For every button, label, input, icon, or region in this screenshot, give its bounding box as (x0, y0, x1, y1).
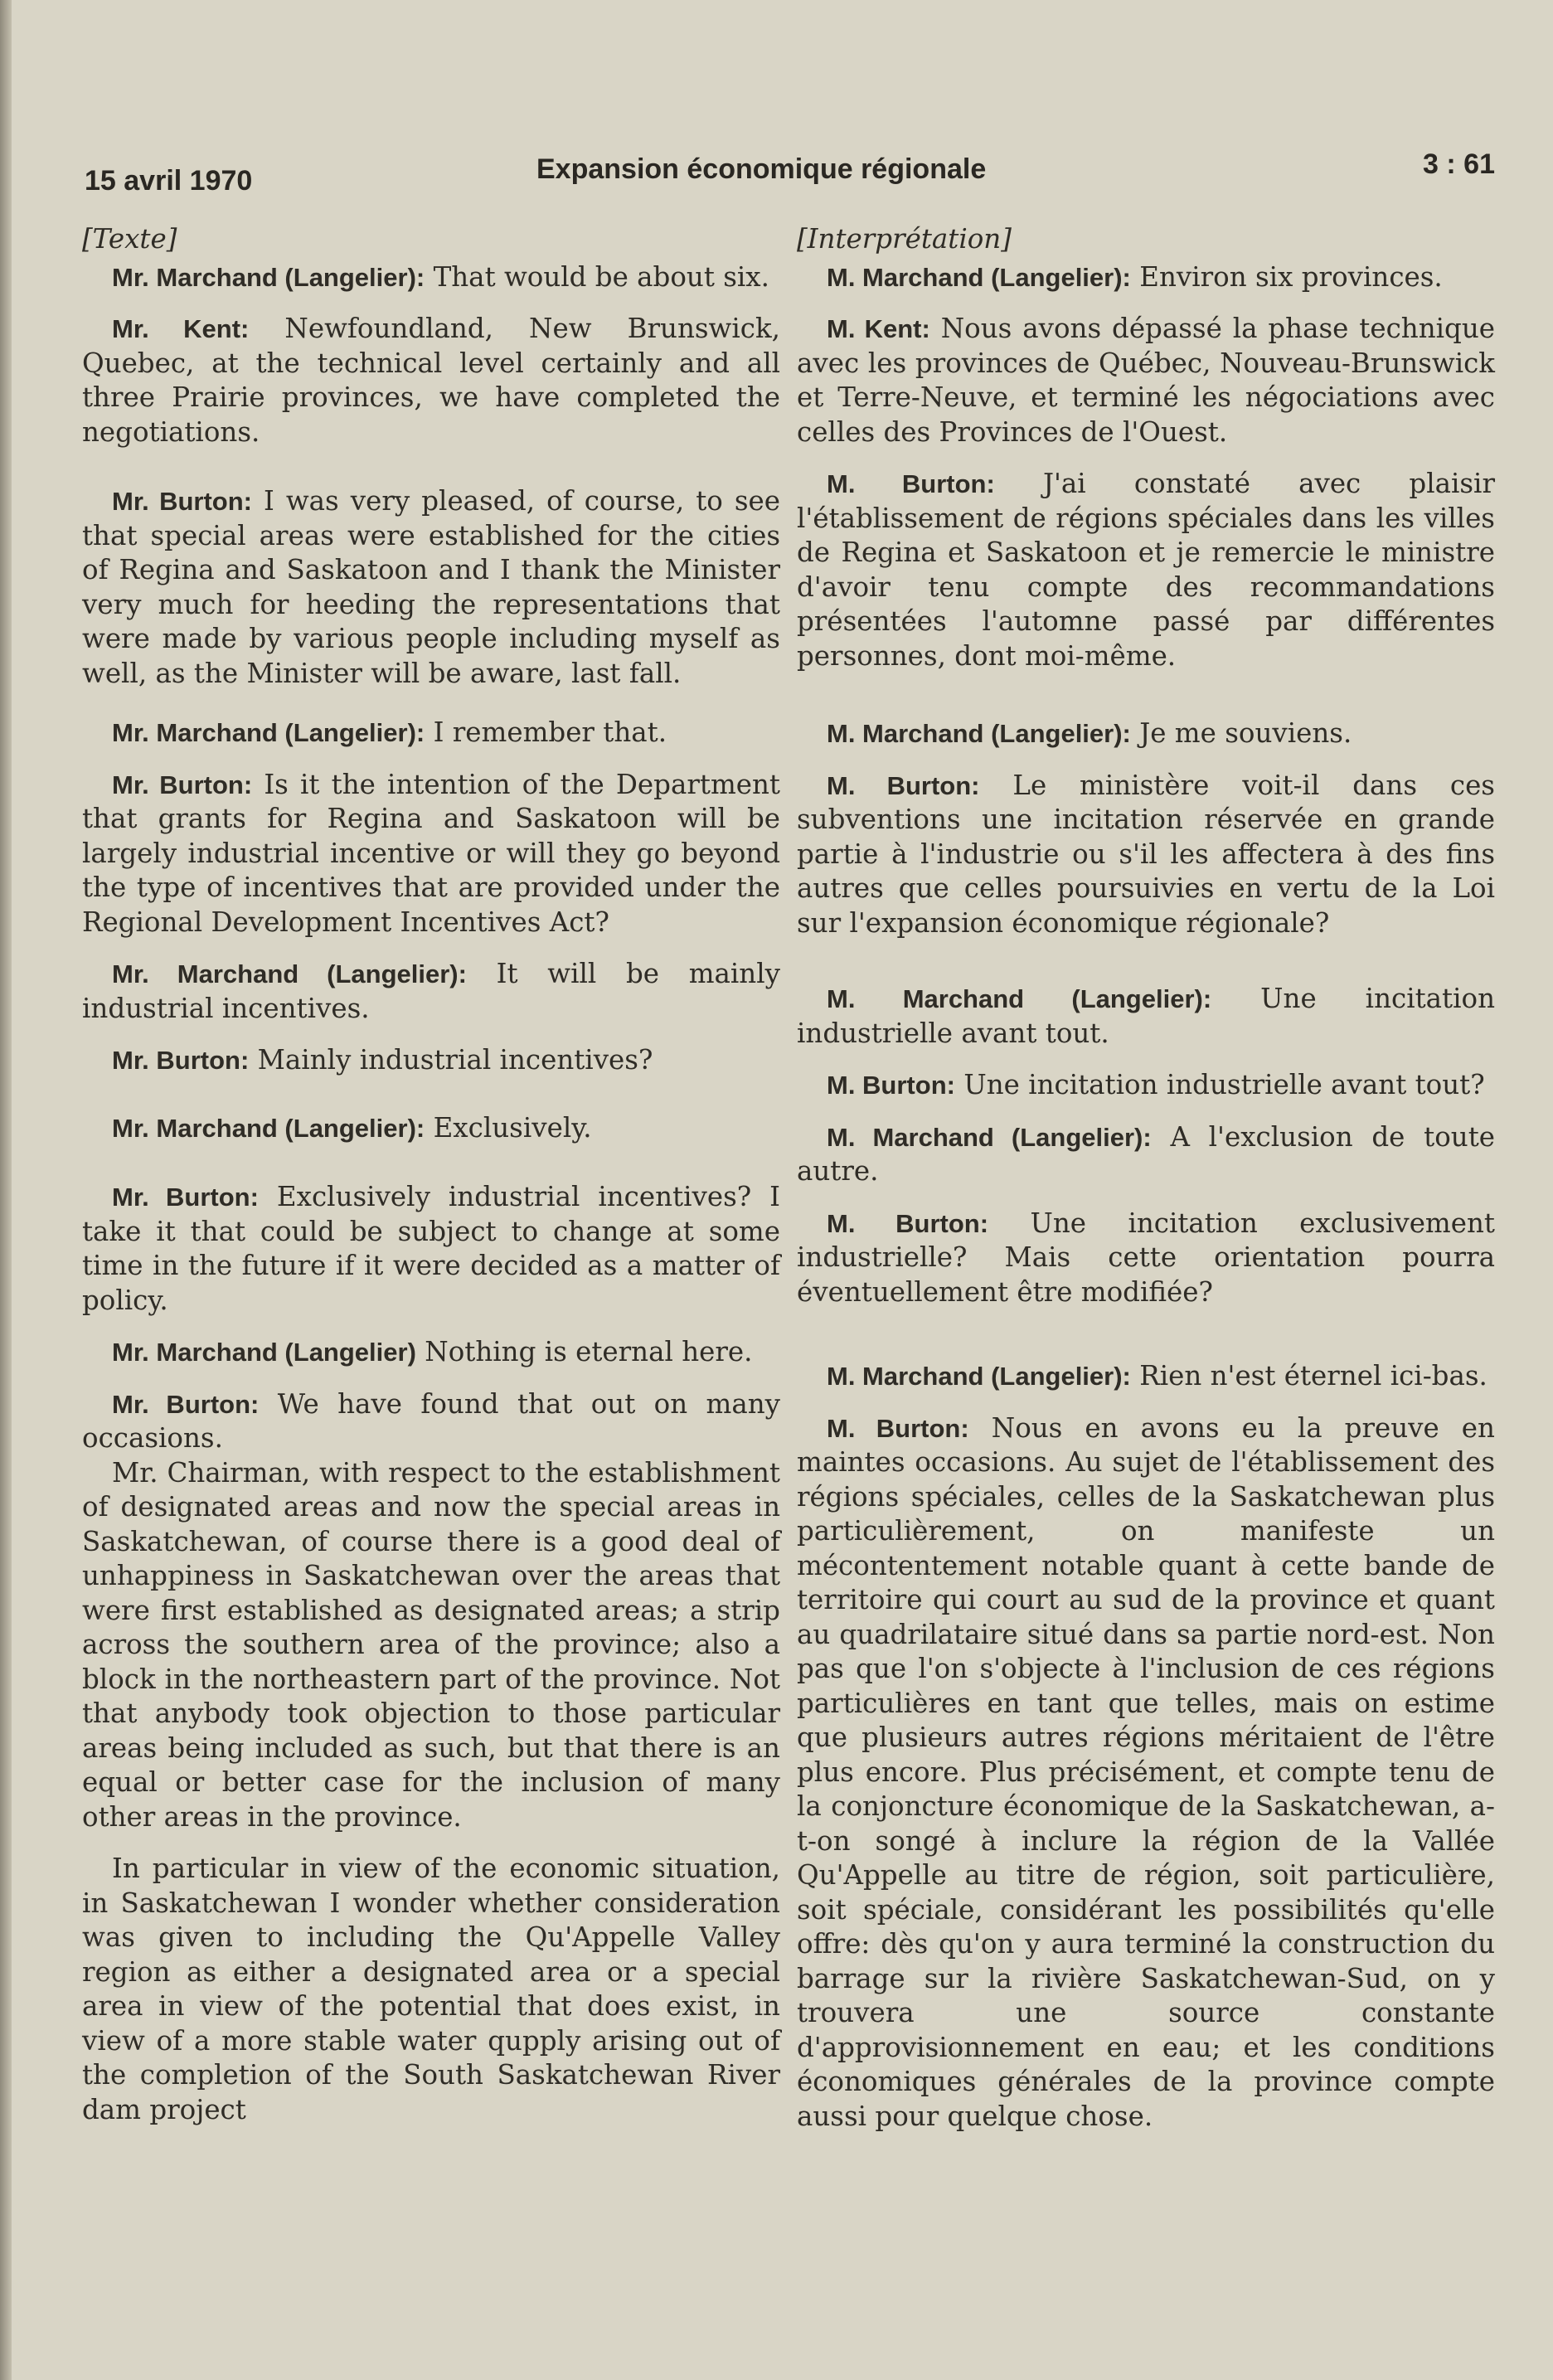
speech-text: Environ six provinces. (1139, 260, 1443, 293)
paragraph (82, 1043, 780, 1078)
speaker-name: Mr. Burton: (112, 1183, 259, 1212)
speaker-name: Mr. Marchand (Langelier): (112, 718, 425, 747)
speech-text: Is it the intention of the Department that grants for Regina and Saskatoon will be largely industrial incentive or will they go beyond the type of incentives that are provided under the Regional Development Incentives Act? (82, 768, 780, 938)
speaker-name: M. Burton: (827, 1413, 969, 1443)
speech-text: Une incitation industrielle avant tout. (797, 983, 1495, 1049)
header-date: 15 avril 1970 (85, 165, 253, 197)
french-column (797, 222, 1495, 2151)
speech-text: Nous en avons eu la preuve en maintes occasions. Au sujet de l'établissement des régions spéciales, celles de la Saskatchewan plus particulièrement, on manifeste un mécontentement notable quant à cette bande de territoire qui court au sud de la province et quant au quadrilataire situé dans sa partie nord-est. Non pas que l'on s'objecte à l'inclusion de ces régions particulières en tant que telles, mais on estime que plusieurs autres régions méritaient de l'être plus encore. Plus précisément, et compte tenu de la conjoncture économique de la Saskatchewan, a-t-on songé à inclure la région de la Vallée Qu'Appelle au titre de région, soit particulière, soit spéciale, considérant les possibilités qu'elle offre: dès qu'on y aura terminé la construction du barrage sur la rivière Saskatchewan-Sud, on y trouvera une source constante d'approvisionnement en eau; et les conditions économiques générales de la province compte aussi pour quelque chose. (797, 1411, 1495, 2132)
paragraph (82, 1180, 780, 1318)
paragraph (797, 1120, 1495, 1189)
paragraph (797, 716, 1495, 751)
paragraph (82, 957, 780, 1026)
paragraph (82, 1335, 780, 1370)
speech-text: It will be mainly industrial incentives. (82, 958, 780, 1024)
speaker-name: Mr. Burton: (112, 770, 253, 799)
paragraph (82, 1111, 780, 1146)
speech-text: Nothing is eternal here. (425, 1336, 753, 1367)
speaker-name: Mr. Marchand (Langelier): (112, 262, 425, 292)
speech-text: Exclusively industrial incentives? I take it that could be subject to change at some time in the future if it were decided as a matter of policy. (82, 1181, 780, 1316)
paragraph (797, 982, 1495, 1051)
speaker-name: Mr. Burton: (112, 1046, 250, 1075)
speaker-name: Mr. Marchand (Langelier): (112, 959, 467, 988)
speaker-name: M. Marchand (Langelier): (827, 719, 1131, 748)
paragraph (797, 1207, 1495, 1310)
speech-text: Je me souviens. (1139, 717, 1352, 749)
speaker-name: M. Kent: (827, 314, 930, 343)
speech-text: J'ai constaté avec plaisir l'établissement de régions spéciales dans les villes de Regina et Saskatoon et je remercie le ministre d'avoir tenu compte des recommandations présentées l'automne passé par différentes personnes, dont moi-même. (797, 468, 1495, 672)
speaker-name: Mr. Marchand (Langelier): (112, 1113, 425, 1143)
speaker-name: M. Marchand (Langelier): (827, 1362, 1131, 1391)
speaker-name: M. Burton: (827, 770, 980, 800)
speech-text: Nous avons dépassé la phase technique avec les provinces de Québec, Nouveau-Brunswick et Terre-Neuve, et terminé les négociations avec celles des Provinces de l'Ouest. (797, 313, 1495, 448)
speaker-name: M. Marchand (Langelier): (827, 1122, 1152, 1152)
speech-text: Le ministère voit-il dans ces subventions une incitation réservée en grande partie à l'industrie ou s'il les affectera à des fins autres que celles poursuivies en vertu de la Loi sur l'expansion économique régionale? (797, 769, 1495, 939)
english-column (82, 222, 780, 2127)
page-edge-shadow (0, 0, 12, 2380)
paragraph (797, 1068, 1495, 1103)
paragraph (82, 768, 780, 940)
paragraph (82, 260, 780, 295)
speech-text: Mainly industrial incentives? (257, 1044, 653, 1076)
speech-text: Newfoundland, New Brunswick, Quebec, at the technical level certainly and all three Prairie provinces, we have completed the negotiations. (82, 313, 780, 448)
speech-text: Une incitation industrielle avant tout? (963, 1069, 1485, 1100)
column-label: [Texte] (82, 223, 177, 255)
paragraph (797, 769, 1495, 941)
paragraph (797, 260, 1495, 295)
speech-text: Rien n'est éternel ici-bas. (1139, 1360, 1487, 1392)
paragraph (797, 312, 1495, 449)
speech-text: Une incitation exclusivement industrielle? Mais cette orientation pourra éventuellement être modifiée? (797, 1207, 1495, 1308)
document-page (12, 0, 1553, 2380)
speaker-name: Mr. Burton: (112, 487, 252, 516)
speech-text: A l'exclusion de toute autre. (797, 1120, 1495, 1187)
speech-text: We have found that out on many occasions. (82, 1387, 781, 1454)
speaker-name: M. Marchand (Langelier): (827, 984, 1212, 1013)
speaker-name: M. Burton: (827, 1208, 989, 1238)
speech-text: I was very pleased, of course, to see that special areas were established for the cities of Regina and Saskatoon and I thank the Minister very much for heeding the representations that were made by various people including myself as well, as the Minister will be aware, last fall. (82, 485, 780, 689)
paragraph: Mr. Chairman, with respect to the establishment of designated areas and now the special areas in Saskatchewan, of course there is a good deal of unhappiness in Saskatchewan over the areas that were first established as designated areas; a strip across the southern area of the province; also a block in the northeastern part of the province. Not that anybody took objection to those particular areas being included as such, but that there is an equal or better case for the inclusion of many other areas in the province. (82, 1456, 780, 1833)
column-label: [Interprétation] (797, 223, 1012, 255)
speech-text: I remember that. (433, 716, 667, 748)
speaker-name: M. Marchand (Langelier): (827, 262, 1131, 292)
paragraph: In particular in view of the economic situation, in Saskatchewan I wonder whether consideration was given to including the Qu'Appelle Valley region as either a designated area or a special area in view of the potential that does exist, in view of a more stable water qupply arising out of the completion of the South Saskatchewan River dam project (82, 1853, 780, 2125)
speech-text: That would be about six. (433, 260, 769, 293)
paragraph (82, 312, 780, 449)
paragraph (82, 1387, 780, 1456)
speaker-name: Mr. Marchand (Langelier) (112, 1338, 416, 1367)
paragraph (82, 484, 780, 691)
speech-text: Exclusively. (433, 1111, 592, 1144)
paragraph (797, 467, 1495, 673)
paragraph (797, 1411, 1495, 2135)
speaker-name: Mr. Kent: (112, 314, 250, 343)
speaker-name: M. Burton: (827, 469, 995, 498)
speaker-name: Mr. Burton: (112, 1389, 260, 1419)
header-title: Expansion économique régionale (536, 153, 987, 185)
header-page-number: 3 : 61 (1423, 148, 1495, 180)
paragraph (82, 716, 780, 750)
page-header (85, 148, 1495, 197)
paragraph (797, 1359, 1495, 1394)
speaker-name: M. Burton: (827, 1071, 955, 1100)
